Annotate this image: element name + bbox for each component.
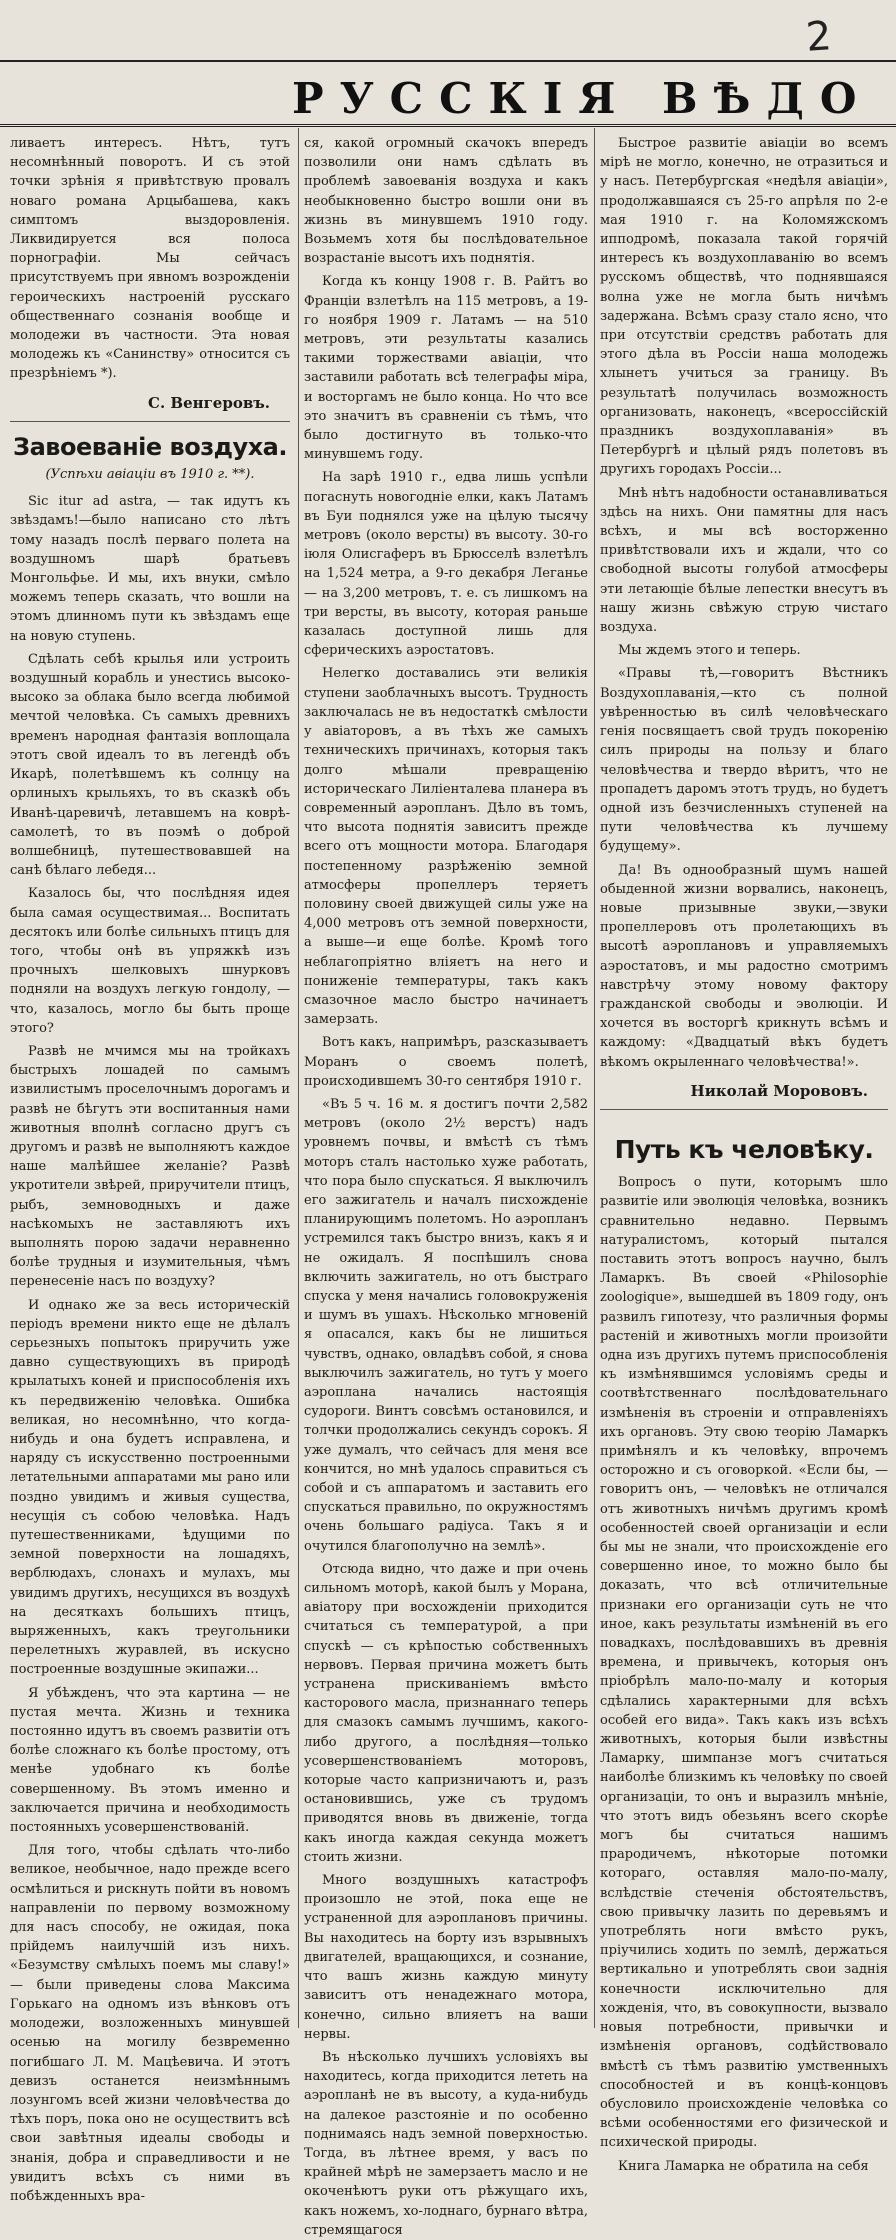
paragraph: Вопросъ о пути, которымъ шло развитіе или эволюція человѣка, возникъ сравнительно недавно. Первымъ натуралистомъ, который пытался поставить этотъ вопросъ научно, былъ Ламаркъ. Въ своей «Philosophie zoologique», вышедшей въ 1809 году, онъ развилъ гипотезу, что различныя формы растеній и животныхъ могли произойти одна изъ другихъ путемъ приспособленія къ измѣнявшимся условіямъ среды и соотвѣтственнаго послѣдовательнаго измѣненія въ строеніи и отправленіяхъ ихъ органовъ. Эту свою теорію Ламаркъ примѣнялъ и къ человѣку, впрочемъ осторожно и съ оговоркой. «Если бы, — говоритъ онъ, — человѣкъ не отличался отъ животныхъ ничѣмъ другимъ кромѣ особенностей своей организаціи и если бы мы не знали, что происхожденіе его совершенно иное, то можно было бы доказать, что всѣ отличительные признаки его организаціи суть не что иное, какъ результаты измѣненій въ его повадкахъ, послѣдовавшихъ въ древнія времена, и привычекъ, которыя онъ пріобрѣлъ мало-по-малу и которыя сдѣлались характерными для всѣхъ особей его вида». Такъ какъ изъ всѣхъ животныхъ, которыя были извѣстны Ламарку, шимпанзе могъ считаться наиболѣе близкимъ къ человѣку по своей организаціи, то онъ и выразилъ мнѣніе, что этотъ видъ обезьянъ всего скорѣе могъ бы считаться нашимъ прародичемъ, нѣкоторые потомки котораго, оставляя мало-по-малу, вслѣдствіе стеченія обстоятельствъ, свою привычку лазить по деревьямъ и употреблять ноги вмѣсто рукъ, пріучились ходить по землѣ, держаться вертикально и употреблять свои заднія конечности исключительно для хожденія, что, въ совокупности, вызвало новыя потребности, привычки и измѣненія органовъ, содѣйствовало вмѣстѣ съ тѣмъ развитію умственныхъ способностей и въ концѣ-концовъ обусловило происхожденіе человѣка со всѣми особенностями его физической и психической природы. [600, 1175, 888, 2151]
paragraph: На зарѣ 1910 г., едва лишь успѣли погаснуть новогодніе елки, какъ Латамъ въ Буи поднялся уже на цѣлую тысячу метровъ (около версты) въ высоту. 30-го іюля Олисгаферъ въ Брюсселѣ взлетѣлъ на 1,524 метра, а 9-го декабря Леганье — на 3,200 метровъ, т. е. съ лишкомъ на три версты, въ высоту, которая раньше казалась доступной лишь для сферическихъ аэростатовъ. [304, 470, 588, 659]
author-signature-morozov: Николай Морововъ. [690, 1081, 868, 1100]
paragraph: ся, какой огромный скачокъ впередъ позволили они намъ сдѣлать въ проблемѣ завоеванія воздуха и какъ необыкновенно быстро вошли они въ жизнь въ минувшемъ 1910 году. Возьмемъ хотя бы послѣдовательное возрастаніе высотъ ихъ поднятія. [304, 136, 588, 267]
paragraph: Развѣ не мчимся мы на тройкахъ быстрыхъ лошадей по самымъ извилистымъ проселочнымъ дорогамъ и развѣ не бѣгутъ эти воспитанныя нами животныя вполнѣ согласно другъ съ другомъ и развѣ не выполняютъ каждое наше малѣйшее желаніе? Развѣ укротители звѣрей, приручители птицъ, рыбъ, земноводныхъ и даже насѣкомыхъ не заставляютъ ихъ выполнять порою задачи неравненно болѣе трудныя и изумительныя, чѣмъ перенесеніе насъ по воздуху? [10, 1043, 290, 1290]
newspaper-title: РУССКІЯ ВѢДО [292, 74, 873, 123]
paragraph: Я убѣжденъ, что эта картина — не пустая мечта. Жизнь и техника постоянно идутъ въ своемъ развитіи отъ болѣе сложнаго къ болѣе простому, отъ менѣе удобнаго къ болѣе совершенному. Въ этомъ именно и заключается причина и необходимость постоянныхъ усовершенствованій. [10, 1685, 290, 1836]
section-separator [600, 1109, 888, 1110]
paragraph: Когда къ концу 1908 г. В. Райтъ во Франціи взлетѣлъ на 115 метровъ, а 19-го ноября 1909 г. Латамъ — на 510 метровъ, эти результаты казались такими торжествами авіаціи, что заставили работать всѣ телеграфы міра, и восторгамъ не было конца. Но что все это значитъ въ сравненіи съ тѣмъ, что было достигнуто въ только-что минувшемъ году. [304, 274, 588, 463]
continued-text: ливаетъ интересъ. Нѣтъ, тутъ несомнѣнный поворотъ. И съ этой точки зрѣнія я привѣтствую провалъ новаго романа Арцыбашева, какъ симптомъ выздоровленія. Ликвидируется вся полоса порнографіи. Мы сейчасъ присутствуемъ при явномъ возрожденіи героическихъ настроеній русскаго общественнаго сознанія вообще и молодежи въ частности. Эта новая молодежь къ «Санинству» относится съ презрѣніемъ *). [10, 136, 290, 382]
page-number: 2 [804, 13, 834, 61]
masthead [0, 60, 896, 127]
paragraph: Вотъ какъ, напримѣръ, разсказываетъ Моранъ о своемъ полетѣ, происходившемъ 30-го сентября 1910 г. [304, 1035, 588, 1089]
paragraph: Въ нѣсколько лучшихъ условіяхъ вы находитесь, когда приходится лететь на аэропланѣ не въ высоту, а куда-нибудь на далекое разстояніе и по особенно поднимаясь надъ земной поверхностью. Тогда, въ лѣтнее время, у васъ по крайней мѣрѣ не замерзаетъ масло и не окоченѣютъ руки отъ рѣжущаго ихъ, какъ ножемъ, хо-лоднаго, бурнаго вѣтра, стремящагося [304, 2049, 588, 2238]
section-separator [10, 421, 290, 422]
column-3 [600, 134, 888, 2174]
paragraph: Быстрое развитіе авіаціи во всемъ мірѣ не могло, конечно, не отразиться и у насъ. Петербургская «недѣля авіаціи», продолжавшаяся съ 25-го апрѣля по 2-е мая 1910 г. на Коломяжскомъ ипподромѣ, показала такой горячій интересъ къ воздухоплаванію во всемъ русскомъ обществѣ, что поднявшаяся волна уже не могла быть ничѣмъ задержана. Всѣмъ сразу стало ясно, что при отсутствіи средствъ работать для этого дѣла въ Россіи наша молодежь хлынетъ учиться за границу. Въ результатѣ получилась возможность организовать, наконецъ, «всероссійскій праздникъ воздухоплаванія» въ Петербургѣ и цѣлый рядъ полетовъ въ другихъ городахъ Россіи... [600, 136, 888, 478]
quote-paragraph: «Правы тѣ,—говоритъ Вѣстникъ Воздухоплаванія,—кто съ полной увѣренностью въ силѣ человѣческаго генія посвящаетъ свой трудъ покоренію силъ природы на пользу и благо человѣчества и твердо вѣритъ, что не пропадетъ даромъ этотъ трудъ, но будетъ одной изъ безчисленныхъ ступеней на пути человѣчества къ лучшему будущему». [600, 666, 888, 855]
article-subtitle-air: (Успѣхи авіаціи въ 1910 г. **). [45, 467, 255, 483]
author-signature-vengerov: С. Венгеровъ. [148, 393, 270, 412]
article-title-air: Завоеваніе воздуха. [13, 432, 287, 461]
paragraph: Сдѣлать себѣ крылья или устроить воздушный корабль и унестись высоко-высоко за облака было всегда любимой мечтой человѣка. Съ самыхъ древнихъ временъ народная фантазія воплощала этотъ свой идеалъ то въ легендѣ объ Икарѣ, полетѣвшемъ къ солнцу на орлиныхъ крыльяхъ, то въ сказкѣ объ Иванѣ-царевичѣ, летавшемъ на коврѣ-самолетѣ, то въ поэмѣ о доброй волшебницѣ, путешествовавшей на санѣ бѣлаго лебедя... [10, 651, 290, 879]
paragraph: Мы ждемъ этого и теперь. [618, 643, 801, 659]
article-title-path: Путь къ человѣку. [614, 1134, 874, 1164]
column-1 [10, 134, 290, 2204]
column-divider-2 [594, 128, 595, 2028]
paragraph: Да! Въ однообразный шумъ нашей обыденной жизни ворвались, наконецъ, новые призывные звуки,—звуки пропеллеровъ отъ пролетающихъ въ высотѣ аэроплановъ и управляемыхъ аэростатовъ, и мы радостно смотримъ навстрѣчу этому новому фактору гражданской свободы и эволюціи. И хочется въ восторгѣ крикнуть всѣмъ и каждому: «Двадцатый вѣкъ будетъ вѣкомъ окрыленнаго человѣчества!». [600, 862, 888, 1070]
paragraph: Нелегко доставались эти великія ступени заоблачныхъ высотъ. Трудность заключалась не въ недостаткѣ смѣлости у авіаторовъ, а въ тѣхъ же самыхъ техническихъ причинахъ, которыя такъ долго мѣшали превращенію историческаго Лиліенталева планера въ современный аэропланъ. Дѣло въ томъ, что высота поднятія зависитъ прежде всего отъ мощности мотора. Благодаря постепенному разрѣженію земной атмосферы пропеллеръ теряетъ половину своей движущей силы уже на 4,000 метровъ отъ земной поверхности, а выше—и еще болѣе. Кромѣ того неблагопріятно вліяетъ на него и пониженіе температуры, такъ какъ смазочное масло быстро начинаетъ замерзать. [304, 666, 588, 1028]
quote-paragraph: «Въ 5 ч. 16 м. я достигъ почти 2,582 метровъ (около 2½ верстъ) надъ уровнемъ почвы, и вмѣстѣ съ тѣмъ моторъ сталъ настолько хуже работать, что пора было спускаться. Я выключилъ его зажигатель и началъ писхожденіе планирующимъ полетомъ. Но аэропланъ устремился такъ быстро внизъ, какъ я и не ожидалъ. Я поспѣшилъ снова включить зажигатель, но отъ быстраго спуска у меня начались головокруженія и шумъ въ ушахъ. Нѣсколько мгновеній я опасался, какъ бы не лишиться чувствъ, однако, овладѣвъ собой, я снова выключилъ зажигатель, но тутъ у моего аэроплана начались настоящія судороги. Винтъ совсѣмъ остановился, и толчки продолжались секундъ сорокъ. Я уже думалъ, что сейчасъ для меня все кончится, но мнѣ удалось справиться съ собой и съ аппаратомъ и заставить его спускаться правильно, по окружностямъ очень большаго радіуса. Такъ я и очутился благополучно на землѣ». [304, 1096, 588, 1554]
paragraph: Казалось бы, что послѣдняя идея была самая осуществимая... Воспитать десятокъ или болѣе сильныхъ птицъ для того, чтобы онѣ въ упряжкѣ изъ прочныхъ шелковыхъ шнурковъ подняли на воздухъ легкую гондолу, —что, казалось, могло бы быть проще этого? [10, 886, 290, 1036]
paragraph: И однако же за весь историческій періодъ времени никто еще не дѣлалъ серьезныхъ попытокъ приручить уже давно существующихъ въ природѣ крылатыхъ коней и приспособленія ихъ къ передвиженію человѣка. Ошибка великая, но несомнѣнно, что когда-нибудь и она будетъ исправлена, и наряду съ искусственно построенными летательными аппаратами мы рано или поздно увидимъ и живыя существа, несущія съ собою человѣка. Надъ путешественниками, ѣдущими по земной поверхности на лошадяхъ, верблюдахъ, слонахъ и мулахъ, мы увидимъ другихъ, несущихся въ воздухѣ на десяткахъ большихъ птицъ, выряженныхъ, какъ треугольники перелетныхъ журавлей, въ искусно построенные воздушные экипажи... [10, 1297, 290, 1678]
column-divider-1 [298, 128, 299, 2028]
paragraph: Sic itur ad astra, — так идутъ къ звѣздамъ!—было написано сто лѣтъ тому назадъ послѣ перваго полета на воздушномъ шарѣ братьевъ Монгольфье. И мы, ихъ внуки, смѣло можемъ теперь сказать, что вошли на этомъ длинномъ пути къ звѣздамъ еще на новую ступень. [10, 494, 290, 644]
paragraph: Много воздушныхъ катастрофъ произошло не этой, пока еще не устраненной для аэроплановъ причины. Вы находитесь на борту изъ взрывныхъ двигателей, вращающихся, и сознание, что вашъ жизнь каждую минуту зависитъ отъ ненадежнаго мотора, конечно, сильно влияетъ на ваши нервы. [304, 1873, 588, 2042]
paragraph: Отсюда видно, что даже и при очень сильномъ моторѣ, какой былъ у Морана, авіатору при восхожденіи приходится считаться съ температурой, а при спускѣ — съ крѣпостью собственныхъ нервовъ. Первая причина можетъ быть устранена прискиваніемъ вмѣсто касторового масла, признаннаго теперь для смазокъ самымъ лучшимъ, какого-либо другого, а послѣдняя—только усовершенствованіемъ моторовъ, которые часто капризничаютъ и, разъ остановившись, уже съ трудомъ приводятся вновь въ движеніе, тогда какъ иногда каждая секунда можетъ стоить жизни. [304, 1561, 588, 1865]
paragraph: Для того, чтобы сдѣлать что-либо великое, необычное, надо прежде всего осмѣлиться и рискнуть пойти въ новомъ направленіи по первому возможному для насъ способу, не ожидая, пока прійдемъ наилучшій изъ нихъ. «Безумству смѣлыхъ поемъ мы славу!» — были приведены слова Максима Горькаго на одномъ изъ вѣнковъ отъ молодежи, возложенныхъ минувшей осенью на могилу безвременно погибшаго Л. М. Мацѣевича. И этотъ девизъ останется неизмѣннымъ лозунгомъ всей жизни человѣчества до тѣхъ поръ, пока оно не осуществитъ всѣ свои завѣтныя идеалы свободы и знанія, добра и справедливости и не увидитъ всѣхъ съ ними въ побѣжденныхъ вра- [10, 1843, 290, 2204]
paragraph: Книга Ламарка не обратила на себя [618, 2158, 869, 2174]
paragraph: Мнѣ нѣтъ надобности останавливаться здѣсь на нихъ. Они памятны для насъ всѣхъ, и мы всѣ восторженно привѣтствовали ихъ и ждали, что со свободной высоты голубой атмосферы эти летающіе бѣлые лепестки внесутъ въ нашу жизнь свѣжую струю чистаго воздуха. [600, 485, 888, 636]
column-2 [304, 134, 588, 2238]
